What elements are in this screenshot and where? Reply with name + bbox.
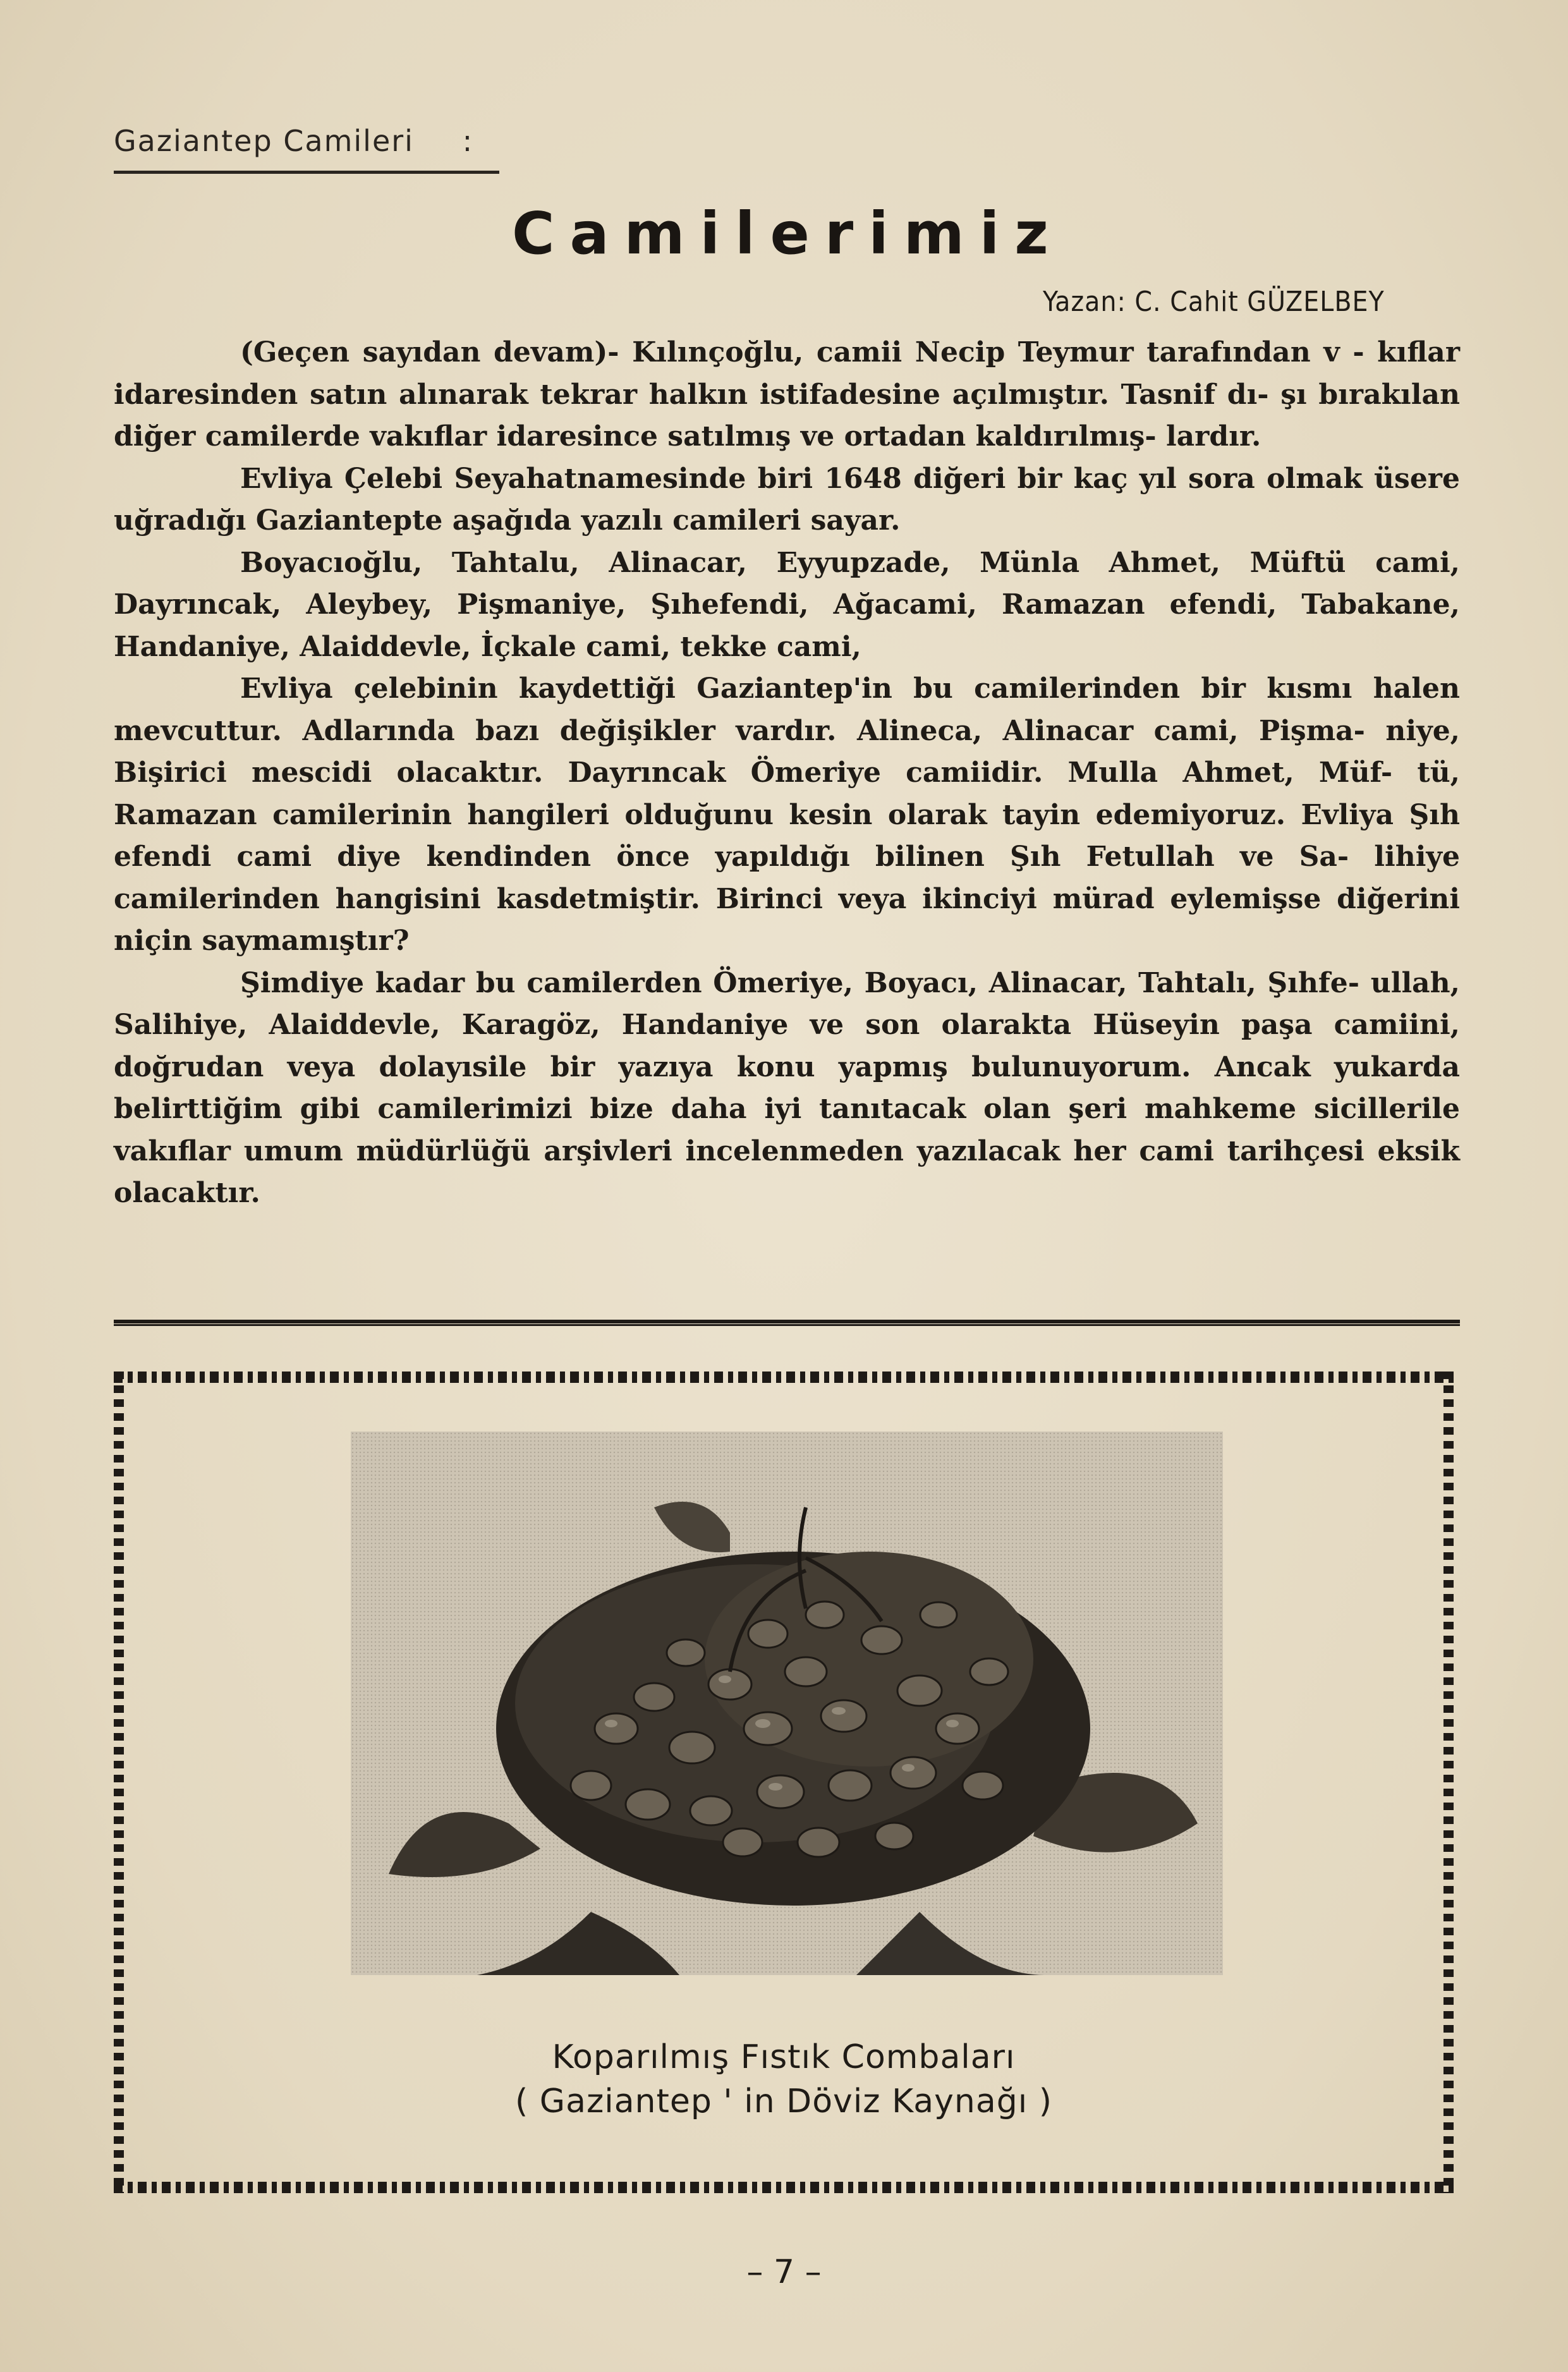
frame-border-top: [114, 1372, 1454, 1383]
paragraph: (Geçen sayıdan devam)- Kılınçoğlu, camii Necip Teymur tarafından v - kıflar idaresinden satın alınarak tekrar halkın istifadesine açılmıştır. Tasnif dı- şı bırakılan diğer camilerde vakıflar idaresince satılmış ve ortadan kaldırılmış- lardır.: [114, 336, 1460, 453]
running-mark: :: [462, 124, 474, 158]
article-byline: Yazan: C. Cahit GÜZELBEY: [1043, 286, 1385, 318]
paragraph: Evliya çelebinin kaydettiği Gaziantep'in bu camilerinden bir kısmı halen mevcuttur. Adlarında bazı değişikler vardır. Alineca, Alinacar cami, Pişma- niye, Bişirici mescidi olacaktır. Dayrıncak Ömeriye camiidir. Mulla Ahmet, Müf- tü, Ramazan camilerinin hangileri olduğunu kesin olarak tayin edemiyoruz. Evliya Şıh efendi cami diye kendinden önce yapıldığı bilinen Şıh Fetullah ve Sa- lihiye camilerinden hangisini kasdetmiştir. Birinci veya ikinciyi mürad eylemişse diğerini niçin saymamıştır?: [114, 672, 1460, 957]
running-header: [114, 124, 473, 158]
section-divider: [114, 1320, 1460, 1326]
header-rule: [114, 171, 499, 174]
paragraph: Evliya Çelebi Seyahatnamesinde biri 1648 diğeri bir kaç yıl sora olmak üsere uğradığı Gaziantepte aşağıda yazılı camileri sayar.: [114, 462, 1460, 537]
paragraph: Şimdiye kadar bu camilerden Ömeriye, Boyacı, Alinacar, Tahtalı, Şıhfe- ullah, Salihiye, Alaiddevle, Karagöz, Handaniye ve son olarakta Hüseyin paşa camiini, doğrudan veya dolayısile bir yazıya konu yapmış bulunuyorum. Ancak yukarda belirttiğim gibi camilerimizi bize daha iyi tanıtacak olan şeri mahkeme sicillerile vakıflar umum müdürlüğü arşivleri incelenmeden yazılacak her cami tarihçesi eksik olacaktır.: [114, 966, 1460, 1209]
photo-frame: [114, 1372, 1454, 2193]
pistachio-photo: [351, 1432, 1223, 1975]
figure-caption-line1: Koparılmış Fıstık Combaları: [552, 2038, 1016, 2076]
paragraph: Boyacıoğlu, Tahtalu, Alinacar, Eyyupzade, Münla Ahmet, Müftü cami, Dayrıncak, Aleybey, Pişmaniye, Şıhefendi, Ağacami, Ramazan efendi, Tabakane, Handaniye, Alaiddevle, İçkale cami, tekke cami,: [114, 546, 1460, 663]
article-body: [114, 332, 1460, 1215]
running-title: Gaziantep Camileri: [114, 124, 414, 158]
figure-caption-line2: ( Gaziantep ' in Döviz Kaynağı ): [514, 2083, 1053, 2120]
article-title: Camilerimiz: [512, 200, 1064, 267]
pistachio-photo-graphic: [351, 1432, 1223, 1975]
frame-border-bottom: [114, 2182, 1454, 2193]
page-number: – 7 –: [746, 2253, 822, 2291]
